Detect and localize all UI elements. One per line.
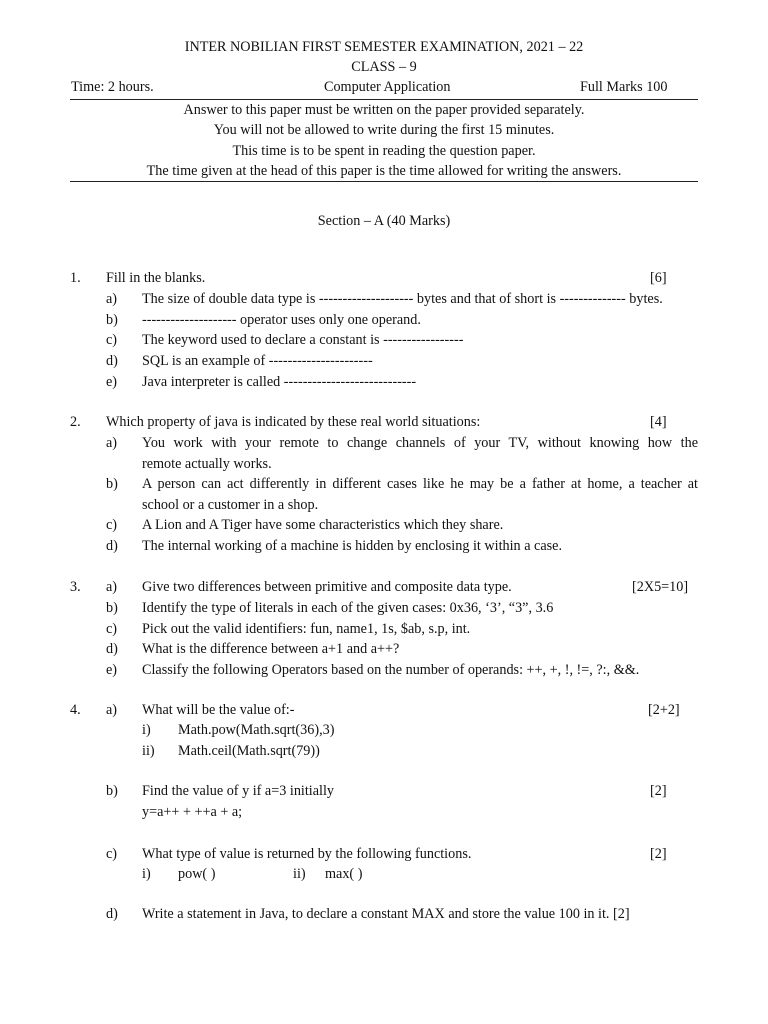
item-text: What will be the value of:- bbox=[142, 702, 295, 718]
question-marks: [6] bbox=[650, 270, 667, 286]
item-label: a) bbox=[106, 702, 118, 718]
header-divider-bottom bbox=[70, 181, 698, 182]
item-label: c) bbox=[106, 621, 118, 637]
item-text-continued: school or a customer in a shop. bbox=[142, 497, 319, 513]
question-number: 1. bbox=[70, 270, 81, 286]
item-label: c) bbox=[106, 517, 118, 533]
time-allowed: Time: 2 hours. bbox=[71, 79, 154, 95]
item-label: a) bbox=[106, 579, 118, 595]
item-text: The internal working of a machine is hidden by enclosing it within a case. bbox=[142, 538, 562, 554]
question-text: Fill in the blanks. bbox=[106, 270, 206, 286]
subitem-label: ii) bbox=[142, 743, 155, 759]
item-text: Give two differences between primitive and composite data type. bbox=[142, 579, 512, 595]
item-label: b) bbox=[106, 312, 118, 328]
item-text: A person can act differently in different cases like he may be a father at home, a teacher at bbox=[142, 476, 698, 492]
full-marks: Full Marks 100 bbox=[580, 79, 668, 95]
expression-text: y=a++ + ++a + a; bbox=[142, 804, 243, 820]
item-text-continued: remote actually works. bbox=[142, 456, 272, 472]
subitem-label: i) bbox=[142, 722, 151, 738]
instruction-line: You will not be allowed to write during the first 15 minutes. bbox=[213, 122, 555, 138]
item-label: b) bbox=[106, 783, 118, 799]
question-marks: [2+2] bbox=[648, 702, 680, 718]
question-number: 3. bbox=[70, 579, 81, 595]
item-text: SQL is an example of ---------------------- bbox=[142, 353, 373, 369]
item-text: The size of double data type is -------------------- bytes and that of short is -------------- bytes. bbox=[142, 291, 663, 307]
item-label: b) bbox=[106, 600, 118, 616]
item-label: e) bbox=[106, 374, 118, 390]
item-label: c) bbox=[106, 332, 118, 348]
exam-title: INTER NOBILIAN FIRST SEMESTER EXAMINATION, 2021 – 22 bbox=[184, 39, 584, 55]
question-marks: [2] bbox=[650, 783, 667, 799]
item-text: What is the difference between a+1 and a++? bbox=[142, 641, 400, 657]
instruction-line: This time is to be spent in reading the question paper. bbox=[232, 143, 536, 159]
item-text: -------------------- operator uses only one operand. bbox=[142, 312, 421, 328]
item-label: d) bbox=[106, 906, 118, 922]
item-label: e) bbox=[106, 662, 118, 678]
question-number: 4. bbox=[70, 702, 81, 718]
question-marks: [4] bbox=[650, 414, 667, 430]
item-label: c) bbox=[106, 846, 118, 862]
section-title: Section – A (40 Marks) bbox=[317, 213, 451, 229]
subitem-text: Math.pow(Math.sqrt(36),3) bbox=[178, 722, 335, 738]
item-text: Find the value of y if a=3 initially bbox=[142, 783, 335, 799]
item-text: Write a statement in Java, to declare a constant MAX and store the value 100 in it. [2] bbox=[142, 906, 630, 922]
question-number: 2. bbox=[70, 414, 81, 430]
subitem-text: Math.ceil(Math.sqrt(79)) bbox=[178, 743, 320, 759]
instruction-line: Answer to this paper must be written on the paper provided separately. bbox=[183, 102, 585, 118]
question-marks: [2] bbox=[650, 846, 667, 862]
question-marks: [2X5=10] bbox=[632, 579, 689, 595]
subitem-text: max( ) bbox=[325, 866, 363, 882]
item-text: The keyword used to declare a constant is ----------------- bbox=[142, 332, 464, 348]
item-label: d) bbox=[106, 353, 118, 369]
subitem-label: ii) bbox=[293, 866, 306, 882]
class-line: CLASS – 9 bbox=[351, 59, 417, 75]
header-divider-top bbox=[70, 99, 698, 100]
item-text: What type of value is returned by the following functions. bbox=[142, 846, 472, 862]
item-label: a) bbox=[106, 291, 118, 307]
item-text: Identify the type of literals in each of the given cases: 0x36, ‘3’, “3”, 3.6 bbox=[142, 600, 554, 616]
subitem-text: pow( ) bbox=[178, 866, 216, 882]
instruction-line: The time given at the head of this paper is the time allowed for writing the answers. bbox=[146, 163, 622, 179]
subject-name: Computer Application bbox=[324, 79, 451, 95]
item-label: d) bbox=[106, 641, 118, 657]
question-text: Which property of java is indicated by these real world situations: bbox=[106, 414, 481, 430]
item-text: Java interpreter is called ---------------------------- bbox=[142, 374, 417, 390]
item-label: a) bbox=[106, 435, 118, 451]
item-text: Classify the following Operators based on the number of operands: ++, +, !, !=, ?:, &&. bbox=[142, 662, 640, 678]
item-text: You work with your remote to change channels of your TV, without knowing how the bbox=[142, 435, 698, 451]
item-label: b) bbox=[106, 476, 118, 492]
item-text: A Lion and A Tiger have some characteristics which they share. bbox=[142, 517, 504, 533]
subitem-label: i) bbox=[142, 866, 151, 882]
item-text: Pick out the valid identifiers: fun, name1, 1s, $ab, s.p, int. bbox=[142, 621, 471, 637]
item-label: d) bbox=[106, 538, 118, 554]
